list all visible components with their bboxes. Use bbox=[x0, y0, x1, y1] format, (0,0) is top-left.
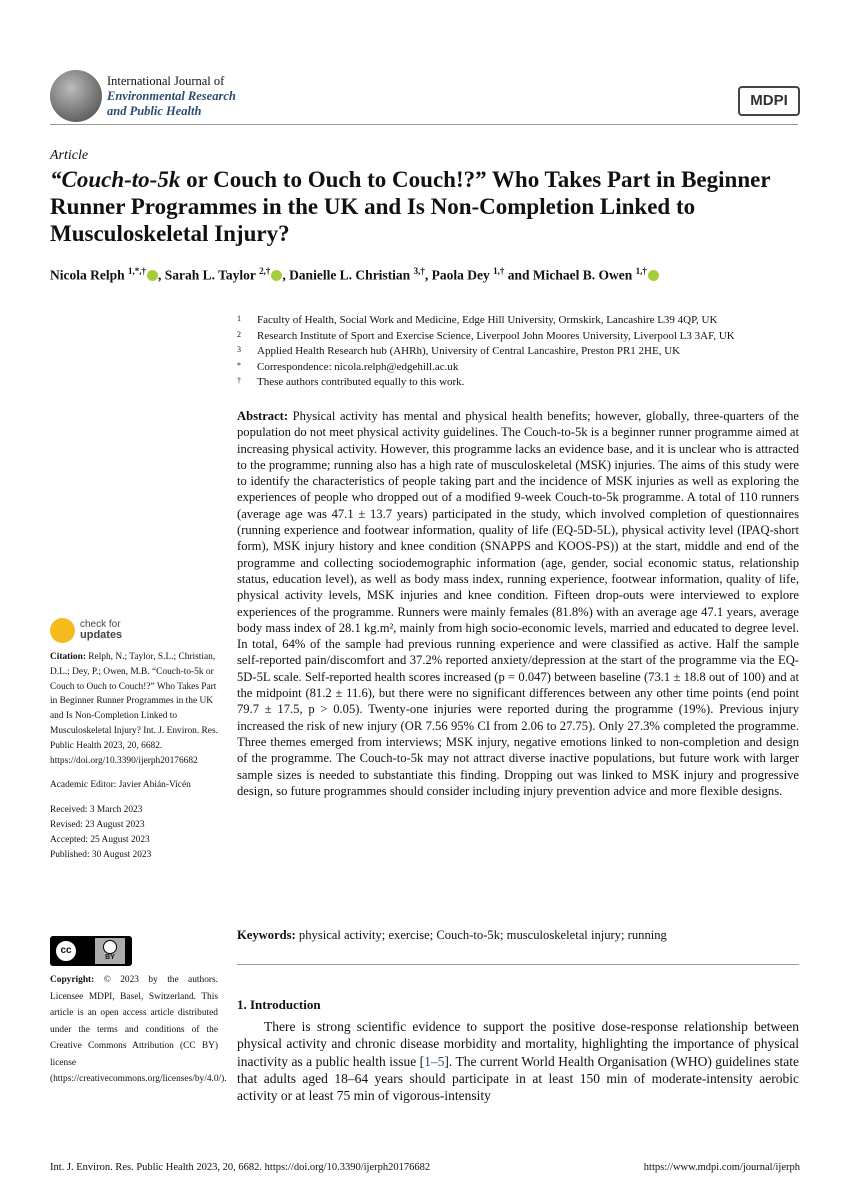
sidebar-info bbox=[50, 650, 220, 862]
footer-citation: Int. J. Environ. Res. Public Health 2023, 20, 6682. https://doi.org/10.3390/ijerph20176682 bbox=[50, 1162, 431, 1173]
article-title: “Couch-to-5k or Couch to Ouch to Couch!?” Who Takes Part in Beginner Runner Programmes in the UK and Is Non-Completion Linked to Musculoskeletal Injury? bbox=[50, 167, 771, 246]
orcid-icon[interactable] bbox=[648, 270, 659, 281]
check-updates-label[interactable]: check for updates bbox=[80, 619, 123, 641]
author-list: Nicola Relph $^{1,*,\dagger}$ , Sarah L. Taylor $^{2,\dagger}$ , Danielle L. Christian $^{3,\dagger}$, Paola Dey $^{1,\dagger}$ and Michael B. Owen $^{1,\dagger}$ bbox=[50, 266, 659, 284]
check-updates-icon[interactable] bbox=[50, 618, 75, 643]
academic-editor: Academic Editor: Javier Abián-Vicén bbox=[50, 780, 191, 791]
keywords-divider bbox=[237, 964, 799, 965]
cc-by-license-badge[interactable]: cc BY bbox=[50, 936, 132, 966]
article-type: Article bbox=[50, 148, 89, 163]
journal-name: International Journal of Environmental Research and Public Health bbox=[107, 74, 236, 118]
header-divider bbox=[50, 124, 798, 125]
abstract: Abstract: Physical activity has mental and physical health benefits; however, globally, three-quarters of the population do not meet physical activity guidelines. The Couch-to-5k is a beginner runner programme aimed at increasing physical activity. However, this programme lacks an evidence base, and it is unclear who is attracted to the programme; running also has a high rate of musculoskeletal (MSK) injuries. The aims of this study were to identify the characteristics of people taking part and the incidence of MSK injuries as well as exploring the experiences of people who dropped out of a modified 9-week Couch-to-5k programme. A total of 110 runners (average age was 47.1 ± 13.7 years) participated in the study, which involved completion of questionnaires (running experience and footwear information, quality of life (EQ-5D-5L), physical activity level (IPAQ-short form), MSK injury history and knee condition (SNAPPS and KOOS-PS)) at the start, middle and end of the programme and collecting sociodemographic information (age, gender, social economic status, relationship status, education level), as well as body mass index, running experience, footwear information, quality of life, physical activity levels, MSK injuries and knee condition. Fifteen drop-outs were interviewed to explore experiences of the programme. Runners were mainly females (81.8%) with an average age 47.1 years, average body mass index of 28.1 kg.m², mainly from high socio-economic levels, married and educated to degree level. In total, 64% of the sample had previous running experience and were classified as active. Half the sample self-reported pain/discomfort and 37.2% reported anxiety/depression at the start of the programme via the EQ-5D-5L scale. Self-reported health scores increased (p = 0.047) between baseline (73.1 ± 18.8 out of 100) and at the midpoint (81.2 ± 11.6), but there were no significant differences between any other time points (end point 79.7 ± 17.5, p > 0.05). Twenty-one injuries were reported during the programme (19%). Previous injury increased the risk of new injury (OR 7.56 95% CI from 2.06 to 27.75). Only 27.3% completed the programme. Three themes emerged from interviews; MSK injury, negative emotions linked to non-completion and design of the programme. The Couch-to-5k may not attract diverse inactive populations, but future work with larger sample sizes is needed to substantiate this finding. Dropping out was linked to MSK injury and progressive design, so future programmes should consider including injury prevention advice and more flexible designs. bbox=[237, 409, 800, 798]
footer-url[interactable]: https://www.mdpi.com/journal/ijerph bbox=[643, 1162, 800, 1173]
reference-link[interactable]: 1–5 bbox=[424, 1053, 445, 1069]
person-icon bbox=[103, 940, 117, 954]
dates: Received: 3 March 2023 Revised: 23 August 2023 Accepted: 25 August 2023 Published: 30 August 2023 bbox=[50, 805, 152, 860]
keywords: Keywords: physical activity; exercise; Couch-to-5k; musculoskeletal injury; running bbox=[237, 928, 667, 942]
orcid-icon[interactable] bbox=[147, 270, 158, 281]
citation: Citation: Relph, N.; Taylor, S.L.; Christian, D.L.; Dey, P.; Owen, M.B. “Couch-to-5k or Couch to Ouch to Couch!?” Who Takes Part in Beginner Runner Programmes in the UK and Is Non-Completion Linked to Musculoskeletal Injury? Int. J. Environ. Res. Public Health 2023, 20, 6682. https://doi.org/10.3390/ijerph20176682 bbox=[50, 652, 218, 766]
orcid-icon[interactable] bbox=[271, 270, 282, 281]
mdpi-logo: MDPI bbox=[738, 86, 800, 116]
introduction-text: There is strong scientific evidence to support the positive dose-response relationship between physical activity and chronic disease morbidity and mortality, highlighting the importance of physical inactivity as a public health issue [1–5]. The current World Health Organisation (WHO) guidelines state that adults aged 18–64 years should participate in at least 150 min of moderate-intensity aerobic activity or at least 75 min of vigorous-intensity bbox=[237, 1019, 799, 1104]
copyright-notice: Copyright: © 2023 by the authors. Licensee MDPI, Basel, Switzerland. This article is an open access article distributed under the terms and conditions of the Creative Commons Attribution (CC BY) license (https://creativecommons.org/licenses/by/4.0/). bbox=[50, 975, 227, 1084]
section-heading: 1. Introduction bbox=[237, 997, 321, 1012]
affiliations: 1 Faculty of Health, Social Work and Medicine, Edge Hill University, Ormskirk, Lancashire L39 4QP, UK 2 Research Institute of Sport and Exercise Science, Liverpool John Moores University, Liverpool L3 3AF, UK 3 Applied Health Research hub (AHRh), University of Central Lancashire, Preston PR1 2HE, UK * Correspondence: nicola.relph@edgehill.ac.uk † These authors contributed equally to this work. bbox=[237, 314, 735, 388]
journal-logo bbox=[50, 70, 102, 122]
